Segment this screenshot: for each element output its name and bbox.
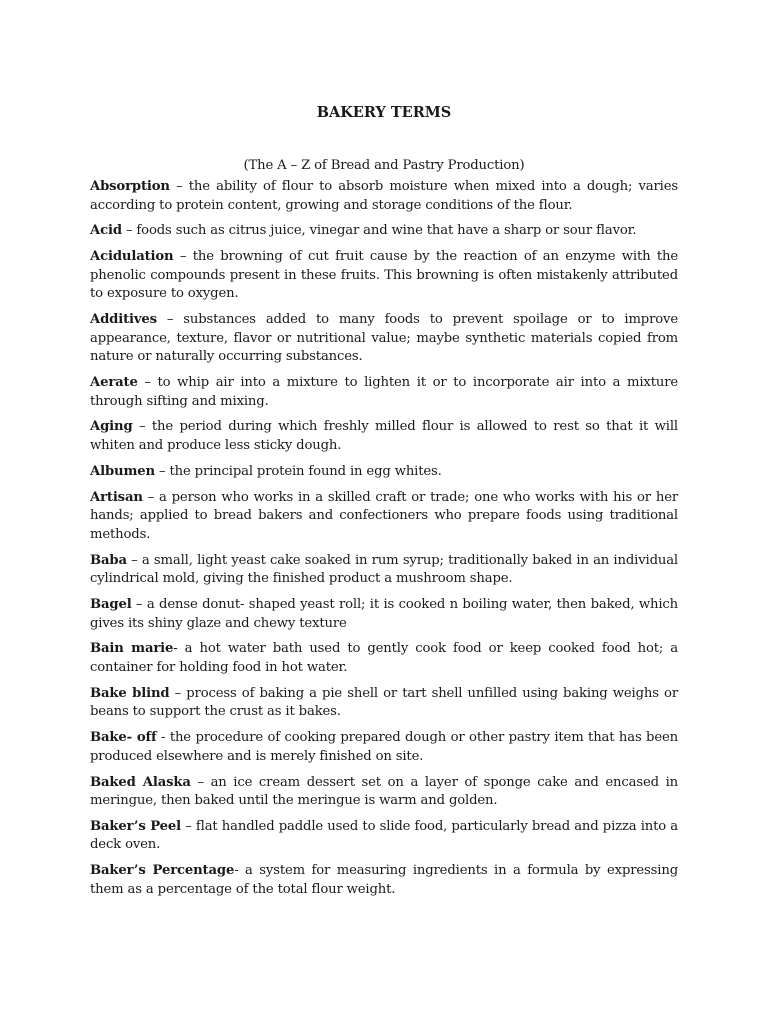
- glossary-definition: – an ice cream dessert set on a layer of sponge cake and encased in meringue, then baked until the meringue is warm and golden.: [90, 774, 678, 809]
- glossary-entry-bagel: [90, 596, 678, 633]
- glossary-definition: – to whip air into a mixture to lighten it or to incorporate air into a mixture through sifting and mixing.: [90, 375, 678, 409]
- glossary-entry-bakers-percentage: [90, 862, 678, 899]
- glossary-definition: – a small, light yeast cake soaked in rum syrup; traditionally baked in an individual cylindrical mold, giving the finished product a mushroom shape.: [90, 552, 678, 587]
- glossary-definition: – the ability of flour to absorb moisture when mixed into a dough; varies according to protein content, growing and storage conditions of the flour.: [90, 179, 678, 213]
- glossary-definition: – a person who works in a skilled craft or trade; one who works with his or her hands; applied to bread bakers and confectioners who prepare foods using traditional methods.: [90, 489, 678, 542]
- glossary-term: Bake- off: [90, 730, 157, 746]
- glossary-definition: - a hot water bath used to gently cook food or keep cooked food hot; a container for holding food in hot water.: [90, 641, 678, 675]
- glossary-definition: - a system for measuring ingredients in a formula by expressing them as a percentage of the total flour weight.: [90, 863, 678, 897]
- glossary-term: Acid: [90, 223, 122, 239]
- glossary-term: Absorption: [90, 179, 170, 194]
- glossary-definition: – foods such as citrus juice, vinegar and wine that have a sharp or sour flavor.: [121, 223, 637, 239]
- glossary-term: Baba: [90, 552, 127, 568]
- glossary-entry-aerate: [90, 374, 678, 411]
- glossary-entry-acidulation: [90, 248, 678, 304]
- glossary-term: Aerate: [90, 375, 138, 391]
- glossary-term: Additives: [90, 312, 157, 328]
- glossary-term: Acidulation: [90, 249, 174, 265]
- document-page: [90, 100, 678, 907]
- glossary-term: Artisan: [90, 489, 143, 505]
- glossary-term: Baked Alaska: [90, 774, 191, 790]
- glossary-entry-baba: [90, 552, 678, 589]
- glossary-entry-baked-alaska: [90, 774, 678, 811]
- glossary-entry-aging: [90, 418, 678, 455]
- glossary-entry-additives: [90, 311, 678, 367]
- glossary-entry-albumen: [90, 463, 678, 482]
- glossary-list: [90, 178, 678, 899]
- glossary-term: Bagel: [90, 597, 132, 613]
- glossary-definition: – the browning of cut fruit cause by the reaction of an enzyme with the phenolic compounds present in these fruits. This browning is often mistakenly attributed to exposure to oxygen.: [90, 249, 678, 302]
- glossary-term: Bain marie: [90, 641, 174, 657]
- glossary-definition: – substances added to many foods to prevent spoilage or to improve appearance, texture, flavor or nutritional value; maybe synthetic materials copied from nature or naturally occurring substances.: [90, 312, 678, 365]
- glossary-term: Baker’s Percentage: [90, 863, 235, 879]
- glossary-definition: – the period during which freshly milled flour is allowed to rest so that it will whiten and produce less sticky dough.: [90, 419, 678, 453]
- glossary-definition: – flat handled paddle used to slide food, particularly bread and pizza into a deck oven.: [90, 818, 678, 853]
- document-subtitle: (The A – Z of Bread and Pastry Production): [243, 158, 525, 173]
- glossary-entry-bake-off: [90, 729, 678, 766]
- glossary-entry-artisan: [90, 489, 678, 545]
- glossary-term: Bake blind: [90, 685, 170, 701]
- glossary-term: Albumen: [90, 463, 155, 479]
- glossary-entry-bake-blind: [90, 685, 678, 722]
- glossary-entry-absorption: [90, 178, 678, 215]
- glossary-entry-bakers-peel: [90, 818, 678, 855]
- glossary-term: Baker’s Peel: [90, 818, 181, 834]
- glossary-definition: – a dense donut- shaped yeast roll; it is cooked n boiling water, then baked, which gives its shiny glaze and chewy texture: [90, 597, 678, 631]
- document-title: BAKERY TERMS: [316, 104, 452, 121]
- glossary-entry-acid: [90, 222, 678, 241]
- glossary-entry-bain-marie: [90, 640, 678, 677]
- glossary-term: Aging: [90, 419, 133, 435]
- glossary-definition: – the principal protein found in egg whites.: [154, 463, 442, 479]
- glossary-definition: - the procedure of cooking prepared dough or other pastry item that has been produced elsewhere and is merely finished on site.: [90, 730, 678, 764]
- glossary-definition: – process of baking a pie shell or tart shell unfilled using baking weighs or beans to support the crust as it bakes.: [90, 685, 678, 720]
